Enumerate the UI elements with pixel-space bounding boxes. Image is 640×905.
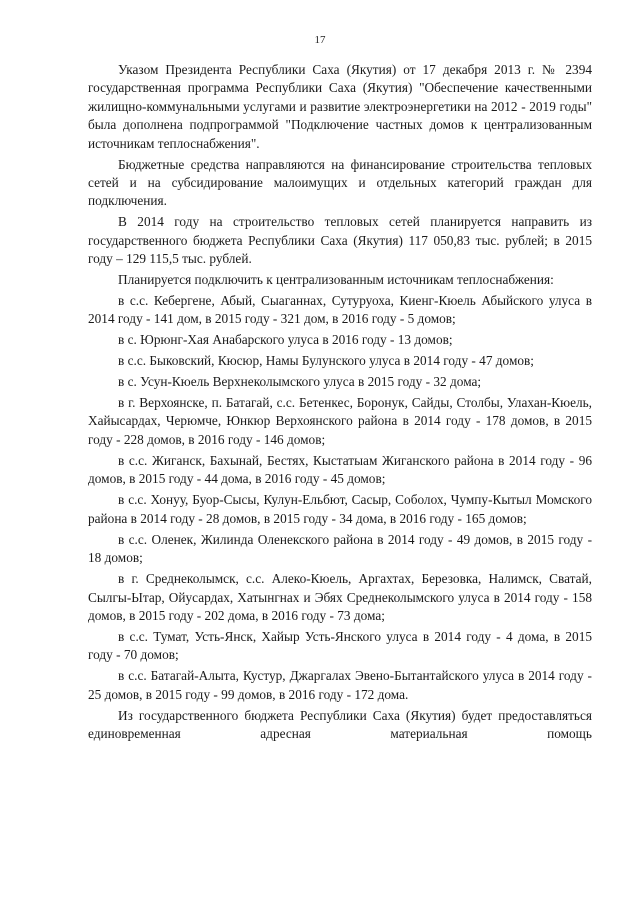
list-item-eveno-bytantaysky: в с.с. Батагай-Алыта, Кустур, Джаргалах Эвено-Бытантайского улуса в 2014 году - 25 домов, в 2015 году - 99 домов, в 2016 году - 172 дома. [88,668,592,702]
list-item-bulunsky: в с.с. Быковский, Кюсюр, Намы Булунского улуса в 2014 году - 47 домов; [118,353,534,369]
paragraph-budget-purpose: Бюджетные средства направляются на финансирование строительства тепловых сетей и на субсидирование малоимущих и отдельных категорий граждан для подключения. [88,156,592,209]
document-body [88,61,592,746]
paragraph-decree: Указом Президента Республики Саха (Якутия) от 17 декабря 2013 г. № 2394 государственная программа Республики Саха (Якутия) "Обеспечение качественными жилищно-коммунальными услугами и развитие электроэнергетики на 2012 - 2019 годы" была дополнена подпрограммой "Подключение частных домов к централизованным источникам теплоснабжения". [88,62,592,151]
list-item-ust-yansky: в с.с. Тумат, Усть-Янск, Хайыр Усть-Янского улуса в 2014 году - 4 дома, в 2015 году - 70 домов; [88,628,592,663]
list-item-srednekolymsky: в г. Среднеколымск, с.с. Алеко-Кюель, Аргахтах, Березовка, Налимск, Сватай, Сылгы-Ытар, Ойусардах, Хатынгнах и Эбях Среднеколымского улуса в 2014 году - 158 домов, в 2015 году - 202 дома, в 2016 году - 73 дома; [88,571,592,623]
list-item-oleneksky: в с.с. Оленек, Жилинда Оленекского района в 2014 году - 49 домов, в 2015 году - 18 домов; [88,531,592,566]
paragraph-material-aid: Из государственного бюджета Республики Саха (Якутия) будет предоставляться единовременная адресная материальная помощь [88,707,592,742]
page-number: 17 [314,34,326,46]
paragraph-plan-intro: Планируется подключить к централизованным источникам теплоснабжения: [118,272,554,288]
list-item-abyisky: в с.с. Кебергене, Абый, Сыаганнах, Сутуруоха, Киенг-Кюель Абыйского улуса в 2014 году - 141 дом, в 2015 году - 321 дом, в 2016 году - 5 домов; [88,292,592,327]
list-item-verkhoyansky: в г. Верхоянске, п. Батагай, с.с. Бетенкес, Боронук, Сайды, Столбы, Улахан-Кюель, Хайысардах, Черюмче, Юнкюр Верхоянского района в 2014 году - 178 домов, в 2015 году - 228 домов, в 2016 году - 146 домов; [88,395,592,447]
list-item-verkhnekolymsky: в с. Усун-Кюель Верхнеколымского улуса в 2015 году - 32 дома; [118,374,482,390]
list-item-momsky: в с.с. Хонуу, Буор-Сысы, Кулун-Ельбют, Сасыр, Соболох, Чумпу-Кытыл Момского района в 2014 году - 28 домов, в 2015 году - 34 дома, в 2016 году - 165 домов; [88,492,592,526]
list-item-anabarsky: в с. Юрюнг-Хая Анабарского улуса в 2016 году - 13 домов; [118,332,453,348]
paragraph-budget-amounts: В 2014 году на строительство тепловых сетей планируется направить из государственного бюджета Республики Саха (Якутия) 117 050,83 тыс. рублей; в 2015 году – 129 115,5 тыс. рублей. [88,214,592,267]
list-item-zhigansky: в с.с. Жиганск, Бахынай, Бестях, Кыстатыам Жиганского района в 2014 году - 96 домов, в 2015 году - 44 дома, в 2016 году - 45 домов; [88,452,592,487]
